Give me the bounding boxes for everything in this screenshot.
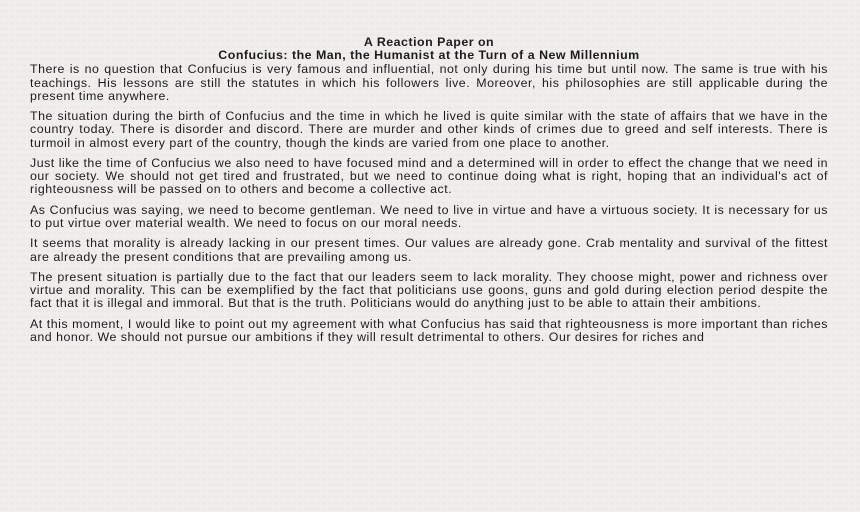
paragraph-6: The present situation is partially due to the fact that our leaders seem to lack morality. They choose might, power and richness over virtue and morality. This can be exemplified by the fact that politicians use goons, guns and gold during election period despite the fact that it is illegal and immoral. But that is the truth. Politicians would do anything just to be able to attain their ambitions. [30, 269, 828, 311]
paragraph-4: As Confucius was saying, we need to become gentleman. We need to live in virtue and have a virtuous society. It is necessary for us to put virtue over material wealth. We need to focus on our moral needs. [30, 202, 828, 230]
paragraph-7: At this moment, I would like to point out my agreement with what Confucius has said that righteousness is more important than riches and honor. We should not pursue our ambitions if they will result detrimental to others. Our desires for riches and [30, 316, 828, 344]
document-title [30, 36, 828, 62]
document-body [30, 36, 828, 351]
paragraph-1: There is no question that Confucius is very famous and influential, not only during his time but until now. The same is true with his teachings. His lessons are still the statutes in which his followers live. Moreover, his philosophies are still applicable during the present time anywhere. [30, 62, 828, 103]
paragraph-2: The situation during the birth of Confucius and the time in which he lived is quite similar with the state of affairs that we have in the country today. There is disorder and discord. There are murder and other kinds of crimes due to greed and self interests. There is turmoil in almost every part of the country, though the kinds are varied from one place to another. [30, 109, 828, 150]
title-line-1: A Reaction Paper on [363, 35, 495, 49]
title-line-2: Confucius: the Man, the Humanist at the Turn of a New Millennium [218, 48, 640, 63]
paragraph-3: Just like the time of Confucius we also need to have focused mind and a determined will in order to effect the change that we need in our society. We should not get tired and frustrated, but we need to continue doing what is right, hoping that an individual's act of righteousness will be passed on to others and become a collective act. [30, 156, 828, 197]
paragraph-5: It seems that morality is already lacking in our present times. Our values are already gone. Crab mentality and survival of the fittest are already the present conditions that are prevailing among us. [30, 236, 828, 264]
